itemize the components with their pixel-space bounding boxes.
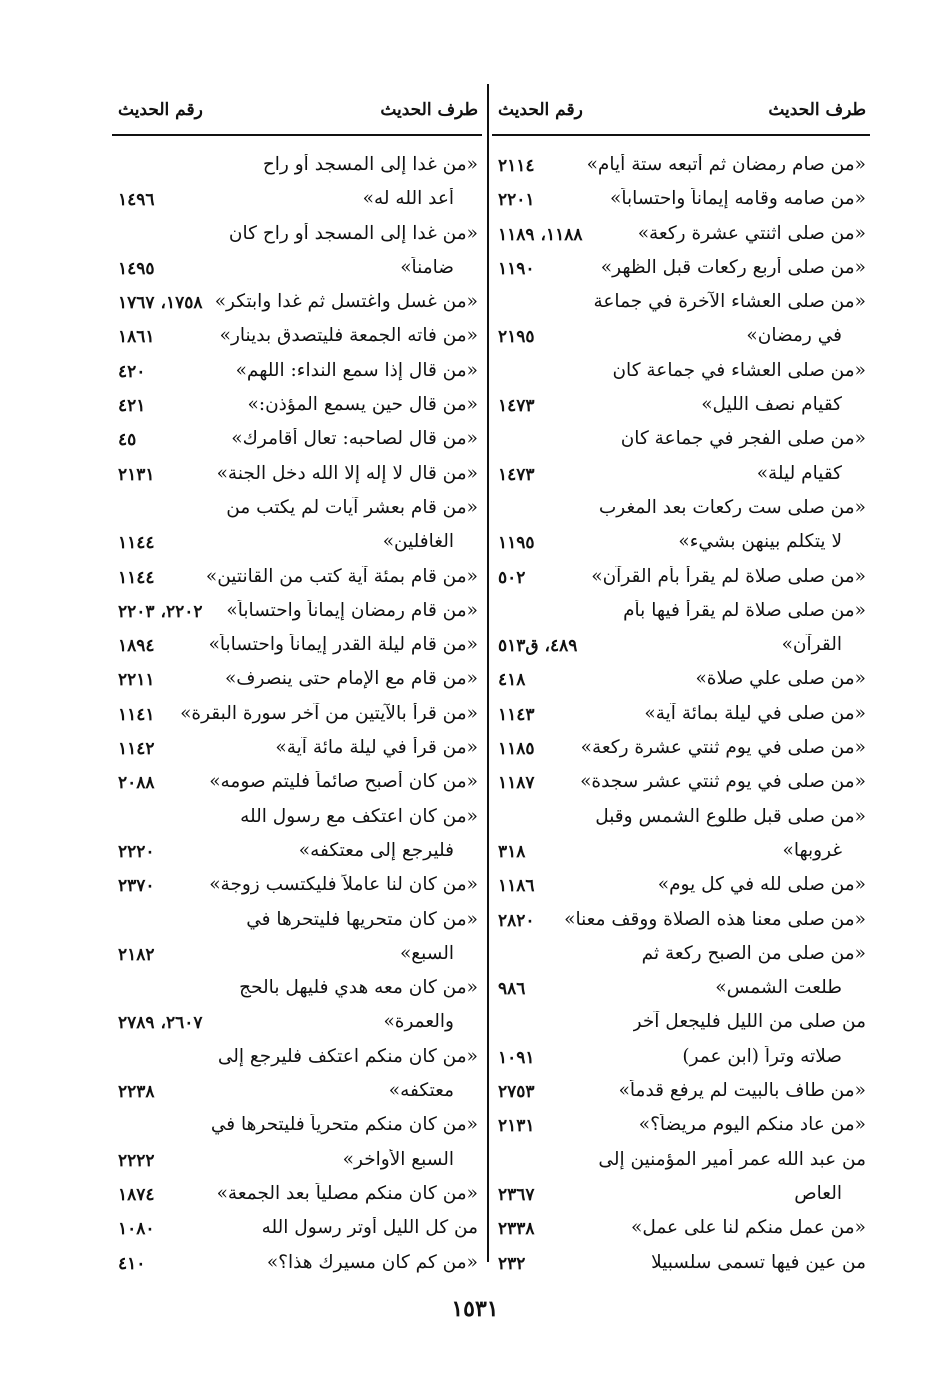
entry-number: ٢١٣١ <box>118 464 155 485</box>
index-entry <box>112 253 482 287</box>
index-entry <box>492 767 870 801</box>
entry-number: ١٤٧٣ <box>498 464 535 485</box>
index-entry <box>112 699 482 733</box>
entry-number: ١٨٧٤ <box>118 1184 155 1205</box>
index-entry <box>492 150 870 184</box>
entry-phrase: «من كم كان مسيرك هذا؟» <box>266 1251 478 1273</box>
index-entry <box>492 870 870 904</box>
entry-number: ٢٣٣٨ <box>498 1219 535 1240</box>
entry-phrase: «من كان معه هدي فليهل بالحج <box>239 977 478 999</box>
index-entry <box>492 459 870 493</box>
index-entry <box>112 870 482 904</box>
entry-phrase: «من صلى لله في كل يوم» <box>657 874 866 896</box>
entry-number: ٢٢١١ <box>118 670 155 691</box>
entry-number: ١١٤٣ <box>498 704 535 725</box>
entry-phrase: «من غسل واغتسل ثم غدا وابتكر» <box>214 291 478 313</box>
entry-number: ١١٨٨، ١١٨٩ <box>498 224 583 245</box>
index-entry <box>492 699 870 733</box>
entry-phrase: ضامناً» <box>400 256 454 278</box>
entry-phrase: «من كان أصبح صائماً فليتم صومه» <box>209 771 478 793</box>
entry-phrase: غروبها» <box>782 839 842 861</box>
entry-phrase: أعد الله له» <box>362 188 454 210</box>
right-column-header <box>492 96 870 136</box>
index-entry <box>112 973 482 1007</box>
entry-number: ٢٣٧٠ <box>118 876 155 897</box>
entry-phrase: «من قال حين يسمع المؤذن:» <box>247 394 478 416</box>
index-entry <box>112 596 482 630</box>
entry-phrase: في رمضان» <box>746 325 842 347</box>
entry-phrase: «من صلى في ليلة بمائة آية» <box>644 702 866 724</box>
entry-phrase: «من قام بعشر آيات لم يكتب من <box>226 496 478 518</box>
entry-phrase: من عبد الله عمر أمير المؤمنين إلى <box>598 1148 866 1170</box>
entry-number: ١٤٧٣ <box>498 396 535 417</box>
index-entry <box>492 253 870 287</box>
entry-phrase: «من صلى العشاء في جماعة كان <box>612 359 866 381</box>
entry-phrase: «من صلى قبل طلوع الشمس وقبل <box>595 805 866 827</box>
entry-phrase: من كل الليل أوتر رسول الله <box>261 1217 478 1239</box>
entry-phrase: «من قرأ بالآيتين من آخر سورة البقرة» <box>180 702 478 724</box>
right-column-rows <box>492 150 870 1282</box>
index-entry <box>492 802 870 836</box>
entry-number: ٤٥ <box>118 430 137 451</box>
entry-phrase: «من غدا إلى المسجد أو راح <box>262 154 478 175</box>
header-hadith-phrase: طرف الحديث <box>768 100 866 120</box>
index-entry <box>112 836 482 870</box>
entry-number: ١١٩٠ <box>498 258 535 279</box>
entry-number: ٤٨٩، ق٥١٣ <box>498 636 578 657</box>
entry-phrase: «من قام رمضان إيماناً واحتساباً» <box>226 599 478 621</box>
entry-phrase: معتكفه» <box>388 1080 454 1102</box>
index-entry <box>492 733 870 767</box>
entry-phrase: «من صلى في يوم ثنتي عشرة ركعة» <box>580 737 866 759</box>
entry-phrase: من صلى من الليل فليجعل آخر <box>632 1011 866 1033</box>
entry-number: ١١٨٧ <box>498 773 535 794</box>
entry-number: ٤٢١ <box>118 396 146 417</box>
entry-number: ١١٤٤ <box>118 533 155 554</box>
entry-number: ١٠٨٠ <box>118 1219 155 1240</box>
entry-number: ٢٧٥٣ <box>498 1082 535 1103</box>
entry-phrase: «من صلى اثنتي عشرة ركعة» <box>637 222 866 244</box>
entry-phrase: العاص <box>794 1182 842 1204</box>
entry-phrase: «من صلى الفجر في جماعة كان <box>620 428 866 450</box>
entry-number: ٢٢٢٠ <box>118 841 155 862</box>
entry-number: ٢٢٢٢ <box>118 1150 155 1171</box>
entry-phrase: من عين فيها تسمى سلسبيلا <box>651 1251 866 1273</box>
entry-phrase: «من كان لنا عاملاً فليكتسب زوجة» <box>209 874 478 896</box>
index-entry <box>492 1110 870 1144</box>
index-entry <box>492 905 870 939</box>
index-entry <box>112 1179 482 1213</box>
index-entry <box>492 1042 870 1076</box>
entry-phrase: «من صلى في يوم ثنتي عشر سجدة» <box>580 771 866 793</box>
entry-phrase: القرآن» <box>781 634 842 656</box>
entry-phrase: «من قرأ في ليلة مائة آية» <box>275 737 478 759</box>
left-column <box>112 96 482 1282</box>
index-entry <box>112 424 482 458</box>
entry-number: ٩٨٦ <box>498 979 526 1000</box>
index-entry <box>112 1145 482 1179</box>
index-entry <box>492 527 870 561</box>
entry-number: ٢١١٤ <box>498 156 535 176</box>
entry-number: ٢٣٦٧ <box>498 1184 535 1205</box>
entry-number: ١١٤٤ <box>118 567 155 588</box>
index-entry <box>112 1042 482 1076</box>
column-divider <box>487 84 489 1262</box>
index-entry <box>492 596 870 630</box>
entry-number: ١٧٥٨، ١٧٦٧ <box>118 293 203 314</box>
entry-phrase: «من غدا إلى المسجد أو راح كان <box>228 222 478 244</box>
entry-number: ١١٤٢ <box>118 739 155 760</box>
index-entry <box>112 802 482 836</box>
entry-number: ١١٨٦ <box>498 876 535 897</box>
left-column-rows <box>112 150 482 1282</box>
index-entry <box>492 973 870 1007</box>
entry-phrase: السبع» <box>399 942 454 964</box>
entry-phrase: طلعت الشمس» <box>715 977 842 999</box>
entry-number: ١١٨٥ <box>498 739 535 760</box>
index-entry <box>492 390 870 424</box>
entry-phrase: صلاته وتراً (ابن عمر) <box>682 1045 842 1067</box>
index-entry <box>112 939 482 973</box>
entry-phrase: «من صلى صلاة لم يقرأ بأم القرآن» <box>591 565 866 587</box>
entry-number: ٢٨٢٠ <box>498 910 535 931</box>
page-number: ١٥٣١ <box>451 1296 499 1322</box>
entry-phrase: كقيام ليلة» <box>756 462 842 484</box>
entry-number: ١٨٩٤ <box>118 636 155 657</box>
index-entry <box>112 493 482 527</box>
entry-number: ١٠٩١ <box>498 1047 535 1068</box>
entry-number: ٤١٨ <box>498 670 526 691</box>
entry-number: ٥٠٢ <box>498 567 526 588</box>
entry-phrase: «من عمل منكم لنا على عمل» <box>631 1217 866 1239</box>
entry-number: ٣١٨ <box>498 841 526 862</box>
index-entry <box>492 1179 870 1213</box>
index-entry <box>492 493 870 527</box>
index-entry <box>112 733 482 767</box>
index-entry <box>112 1076 482 1110</box>
entry-number: ٢٢٣٨ <box>118 1082 155 1103</box>
index-entry <box>492 1076 870 1110</box>
entry-number: ٢٦٠٧، ٢٧٨٩ <box>118 1013 203 1034</box>
entry-phrase: «من كان منكم متحرياً فليتحرها في <box>210 1114 478 1136</box>
index-entry <box>112 630 482 664</box>
left-column-header <box>112 96 482 136</box>
entry-number: ١٨٦١ <box>118 327 155 348</box>
entry-number: ٢١٨٢ <box>118 944 155 965</box>
index-entry <box>492 836 870 870</box>
index-entry <box>492 1007 870 1041</box>
index-entry <box>492 1145 870 1179</box>
entry-number: ٢٣٢ <box>498 1253 526 1274</box>
index-entry <box>112 1007 482 1041</box>
entry-phrase: «من كان متحريها فليتحرها في <box>246 908 478 930</box>
index-entry <box>112 150 482 184</box>
entry-phrase: والعمرة» <box>383 1011 454 1033</box>
index-entry <box>112 184 482 218</box>
index-entry <box>112 1248 482 1282</box>
header-hadith-number: رقم الحديث <box>118 100 203 120</box>
entry-phrase: «من قام بمئة آية كتب من القانتين» <box>205 565 478 587</box>
index-entry <box>112 767 482 801</box>
index-entry <box>492 630 870 664</box>
index-entry <box>492 1213 870 1247</box>
entry-phrase: «من صلى من الصبح ركعة ثم <box>641 942 866 964</box>
entry-phrase: «من صلى صلاة لم يقرأ فيها بأم <box>623 599 866 621</box>
entry-number: ٢٢٠١ <box>498 190 535 211</box>
entry-number: ٢١٣١ <box>498 1116 535 1137</box>
entry-phrase: «من صام رمضان ثم أتبعه ستة أيام» <box>586 154 866 175</box>
index-entry <box>112 1213 482 1247</box>
index-entry <box>112 905 482 939</box>
index-entry <box>112 287 482 321</box>
entry-phrase: «من صامه وقامه إيماناً واحتساباً» <box>610 188 866 210</box>
entry-number: ٢١٩٥ <box>498 327 535 348</box>
index-entry <box>492 321 870 355</box>
entry-phrase: «من عاد منكم اليوم مريضاً؟» <box>638 1114 866 1136</box>
entry-phrase: «من قام مع الإمام حتى ينصرف» <box>224 668 478 690</box>
index-entry <box>492 562 870 596</box>
index-entry <box>112 219 482 253</box>
entry-phrase: «من قال لصاحبه: تعال أقامرك» <box>231 428 478 450</box>
entry-phrase: «من صلى العشاء الآخرة في جماعة <box>593 291 866 313</box>
index-entry <box>492 219 870 253</box>
index-entry <box>112 664 482 698</box>
entry-number: ٢٠٨٨ <box>118 773 155 794</box>
entry-phrase: الغافلين» <box>382 531 454 553</box>
index-entry <box>112 390 482 424</box>
entry-phrase: «من كان اعتكف مع رسول الله <box>240 805 478 827</box>
entry-phrase: «من صلى معنا هذه الصلاة ووقف معنا» <box>564 908 866 930</box>
header-hadith-number: رقم الحديث <box>498 100 583 120</box>
entry-phrase: «من صلى أربع ركعات قبل الظهر» <box>600 256 866 278</box>
entry-phrase: «من كان منكم اعتكف فليرجع إلى <box>217 1045 478 1067</box>
entry-phrase: «من صلى علي صلاة» <box>695 668 866 690</box>
entry-phrase: فليرجع إلى معتكفه» <box>298 839 454 861</box>
entry-number: ١١٩٥ <box>498 533 535 554</box>
header-hadith-phrase: طرف الحديث <box>380 100 478 120</box>
entry-number: ٤١٠ <box>118 1253 146 1274</box>
entry-phrase: السبع الأواخر» <box>342 1148 454 1170</box>
entry-phrase: «من قال إذا سمع النداء: اللهم» <box>235 359 478 381</box>
index-entry <box>112 527 482 561</box>
entry-phrase: لا يتكلم بينهن بشيء» <box>678 531 842 553</box>
entry-phrase: «من قال لا إله إلا الله دخل الجنة» <box>216 462 478 484</box>
entry-number: ١٤٩٦ <box>118 190 155 211</box>
index-entry <box>492 664 870 698</box>
entry-phrase: «من صلى ست ركعات بعد المغرب <box>598 496 866 518</box>
entry-number: ٤٢٠ <box>118 361 146 382</box>
right-column <box>492 96 870 1282</box>
entry-number: ٢٢٠٢، ٢٢٠٣ <box>118 601 203 622</box>
entry-phrase: «من طاف بالبيت لم يرفع قدماً» <box>618 1080 866 1102</box>
index-entry <box>112 1110 482 1144</box>
index-entry <box>112 562 482 596</box>
entry-number: ١١٤١ <box>118 704 155 725</box>
index-entry <box>492 424 870 458</box>
index-entry <box>492 1248 870 1282</box>
index-entry <box>112 321 482 355</box>
entry-number: ١٤٩٥ <box>118 258 155 279</box>
entry-phrase: «من فاته الجمعة فليتصدق بدينار» <box>219 325 478 347</box>
index-entry <box>492 939 870 973</box>
index-entry <box>492 184 870 218</box>
index-entry <box>492 356 870 390</box>
index-entry <box>112 459 482 493</box>
entry-phrase: «من قام ليلة القدر إيماناً واحتساباً» <box>208 634 478 656</box>
index-entry <box>492 287 870 321</box>
entry-phrase: كقيام نصف الليل» <box>701 394 842 416</box>
index-entry <box>112 356 482 390</box>
entry-phrase: «من كان منكم مصلياً بعد الجمعة» <box>216 1182 478 1204</box>
